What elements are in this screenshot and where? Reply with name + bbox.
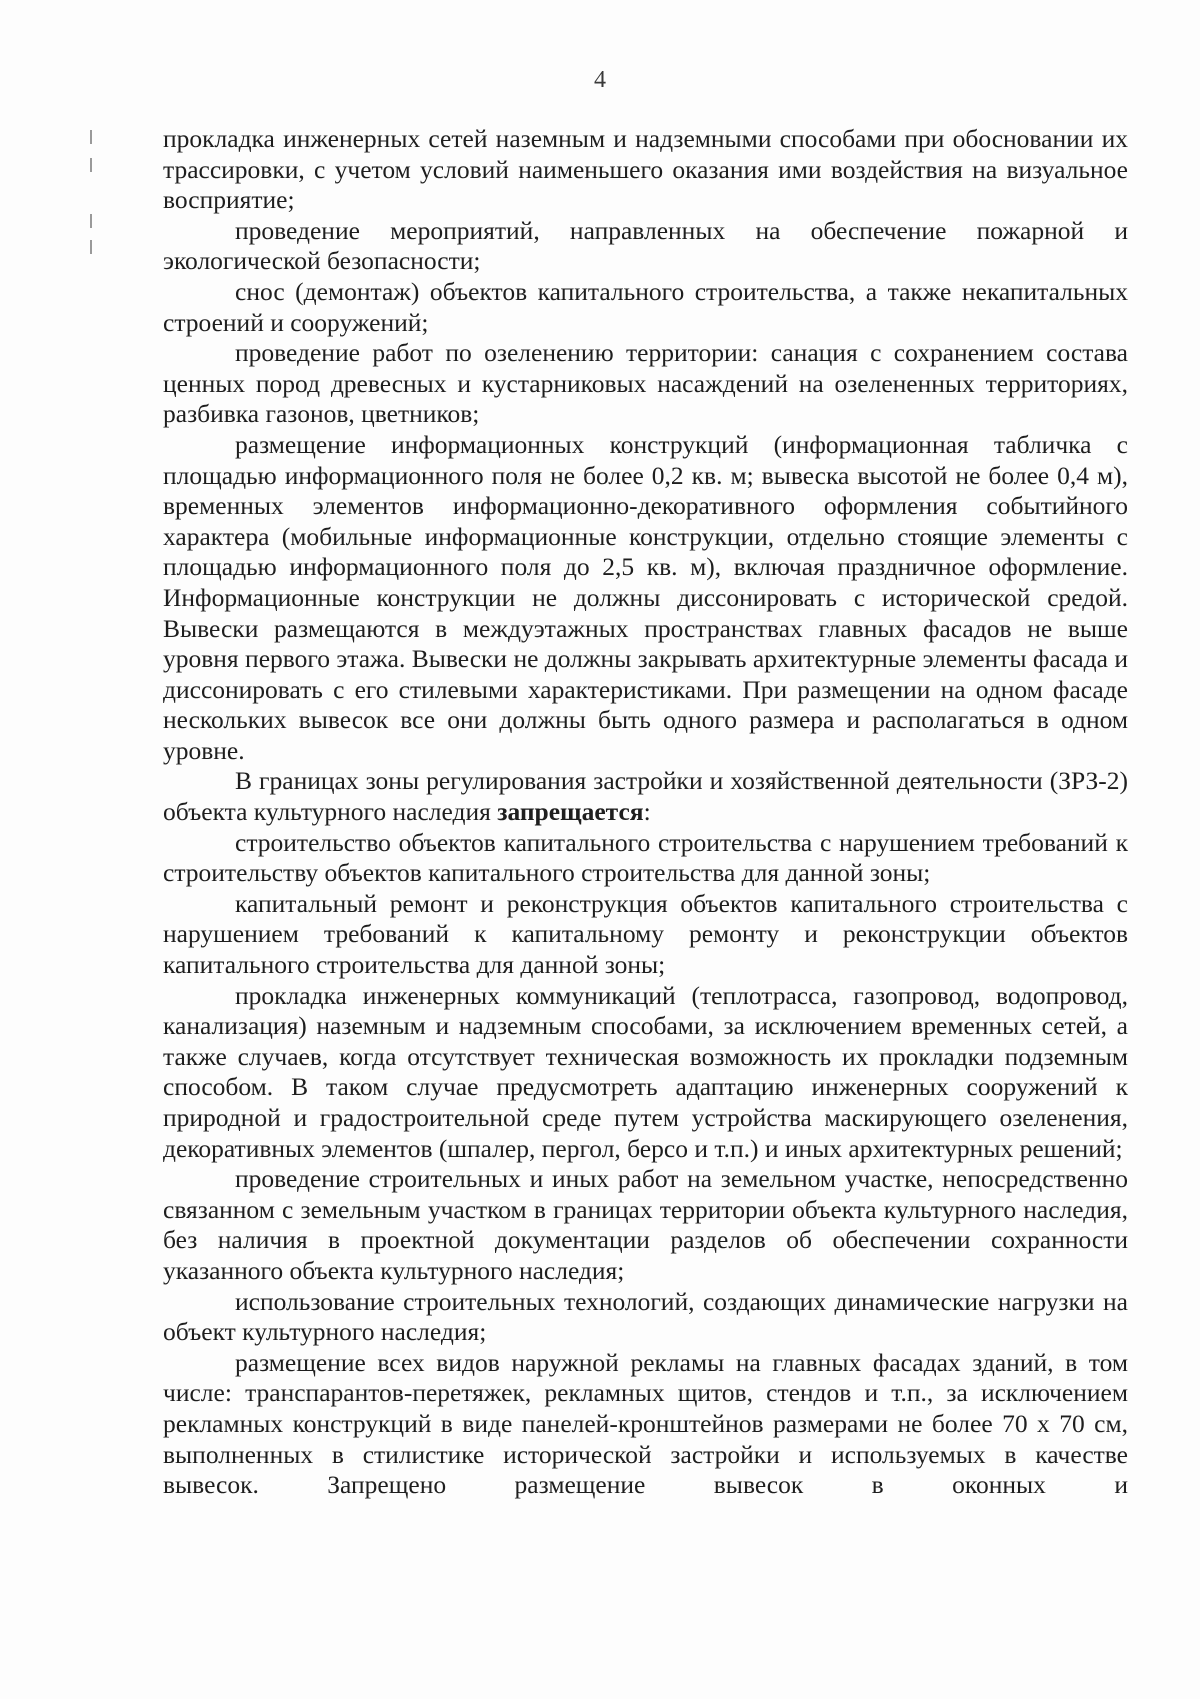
paragraph: прокладка инженерных коммуникаций (теплотрасса, газопровод, водопровод, канализация) наземным и надземным способами, за исключением временных сетей, а также случаев, когда отсутствует техническая возможность их прокладки подземным способом. В таком случае предусмотреть адаптацию инженерных сооружений к природной и градостроительной среде путем устройства маскирующего озеленения, декоративных элементов (шпалер, пергол, берсо и т.п.) и иных архитектурных решений; bbox=[163, 980, 1128, 1163]
paragraph: капитальный ремонт и реконструкция объектов капитального строительства с нарушением требований к капитальному ремонту и реконструкции объектов капитального строительства для данной зоны; bbox=[163, 888, 1128, 980]
document-body bbox=[163, 124, 1128, 1501]
margin-mark bbox=[90, 214, 92, 228]
paragraph: снос (демонтаж) объектов капитального строительства, а также некапитальных строений и сооружений; bbox=[163, 276, 1128, 337]
paragraph: проведение строительных и иных работ на земельном участке, непосредственно связанном с земельным участком в границах территории объекта культурного наследия, без наличия в проектной документации разделов об обеспечении сохранности указанного объекта культурного наследия; bbox=[163, 1164, 1128, 1285]
emphasis-prohibited: запрещается bbox=[497, 797, 644, 827]
margin-mark bbox=[90, 130, 92, 144]
paragraph: размещение всех видов наружной рекламы на главных фасадах зданий, в том числе: транспарантов-перетяжек, рекламных щитов, стендов и т.п., за исключением рекламных конструкций в виде панелей-кронштейнов размерами не более 70 х 70 см, выполненных в стилистике исторической застройки и используемых в качестве вывесок. Запрещено размещение вывесок в оконных и bbox=[163, 1347, 1128, 1500]
paragraph: размещение информационных конструкций (информационная табличка с площадью информационного поля не более 0,2 кв. м; вывеска высотой не более 0,4 м), временных элементов информационно-декоративного оформления событийного характера (мобильные информационные конструкции, отдельно стоящие элементы с площадью информационного поля до 2,5 кв. м), включая праздничное оформление. Информационные конструкции не должны диссонировать с исторической средой. Вывески размещаются в междуэтажных пространствах главных фасадов не выше уровня первого этажа. Вывески не должны закрывать архитектурные элементы фасада и диссонировать с его стилевыми характеристиками. При размещении на одном фасаде нескольких вывесок все они должны быть одного размера и располагаться в одном уровне. bbox=[163, 429, 1128, 765]
paragraph: проведение мероприятий, направленных на обеспечение пожарной и экологической безопасности; bbox=[163, 215, 1128, 276]
paragraph: использование строительных технологий, создающих динамические нагрузки на объект культурного наследия; bbox=[163, 1286, 1128, 1347]
paragraph-text: В границах зоны регулирования застройки и хозяйственной деятельности (ЗРЗ-2) объекта культурного наследия bbox=[163, 766, 1128, 827]
paragraph: строительство объектов капитального строительства с нарушением требований к строительству объектов капитального строительства для данной зоны; bbox=[163, 827, 1128, 888]
page-number: 4 bbox=[594, 67, 606, 93]
paragraph: прокладка инженерных сетей наземным и надземными способами при обосновании их трассировки, с учетом условий наименьшего оказания ими воздействия на визуальное восприятие; bbox=[163, 124, 1128, 215]
paragraph: проведение работ по озеленению территории: санация с сохранением состава ценных пород древесных и кустарниковых насаждений на озелененных территориях, разбивка газонов, цветников; bbox=[163, 338, 1128, 429]
paragraph-text: : bbox=[643, 797, 651, 827]
margin-mark bbox=[90, 240, 92, 254]
margin-mark bbox=[90, 158, 92, 172]
paragraph-zone-prohibitions-intro bbox=[163, 766, 1128, 827]
